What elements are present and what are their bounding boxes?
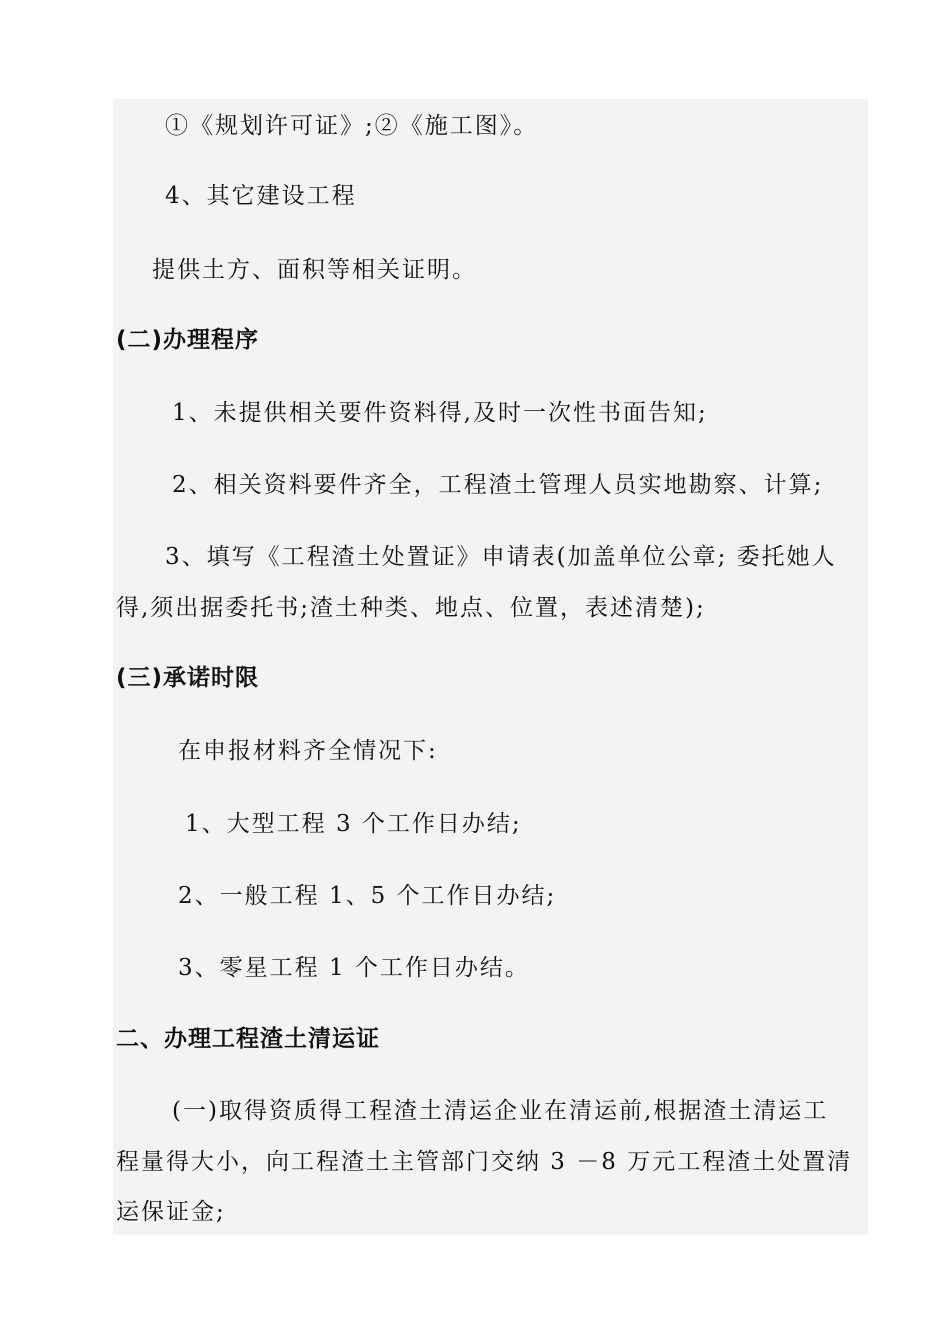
- text-line: 1、未提供相关要件资料得,及时一次性书面告知;: [172, 400, 708, 426]
- text-line: 2、相关资料要件齐全，工程渣土管理人员实地勘察、计算;: [172, 472, 824, 498]
- text-line: 提供土方、面积等相关证明。: [152, 257, 477, 283]
- text-line: 运保证金;: [116, 1199, 226, 1225]
- text-line: 4、其它建设工程: [165, 183, 357, 209]
- text-line: 3、填写《工程渣土处置证》申请表(加盖单位公章; 委托她人: [165, 544, 837, 570]
- text-line: (一)取得资质得工程渣土清运企业在清运前,根据渣土清运工: [172, 1098, 829, 1124]
- section-heading: 二、办理工程渣土清运证: [116, 1026, 380, 1052]
- text-line: 1、大型工程 3 个工作日办结;: [185, 811, 522, 837]
- text-line: 在申报材料齐全情况下:: [178, 738, 438, 764]
- text-line: 程量得大小，向工程渣土主管部门交纳 3 －8 万元工程渣土处置清: [116, 1149, 853, 1175]
- text-line: 2、一般工程 1、5 个工作日办结;: [178, 883, 557, 909]
- text-line: ①《规划许可证》;②《施工图》。: [165, 113, 539, 139]
- section-heading: (二)办理程序: [116, 327, 260, 353]
- text-line: 3、零星工程 1 个工作日办结。: [178, 955, 530, 981]
- text-line: 得,须出据委托书;渣土种类、地点、位置，表述清楚);: [116, 595, 706, 621]
- section-heading: (三)承诺时限: [116, 665, 260, 691]
